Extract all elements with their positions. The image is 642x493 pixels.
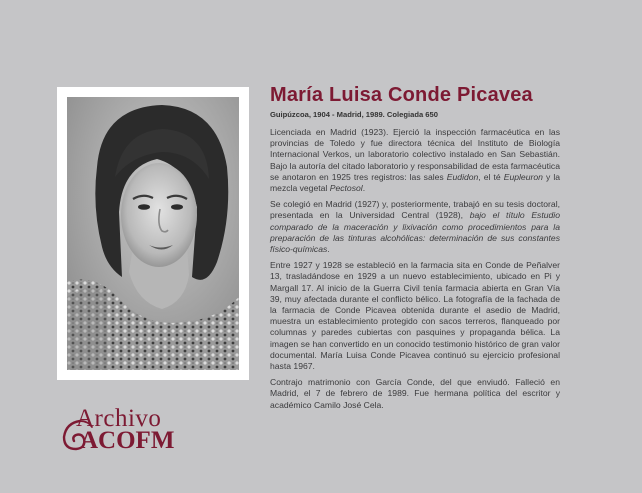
- bio-paragraph-4: Contrajo matrimonio con García Conde, del que enviudó. Falleció en Madrid, el 7 de febrero de 1989. Fue hermana política del escritor y académico Camilo José Cela.: [270, 377, 560, 410]
- biography-panel: [270, 84, 560, 416]
- archivo-acofm-logo: [58, 405, 188, 455]
- logo-acofm-text: ACOFM: [80, 427, 175, 454]
- bio-paragraph-1: Licenciada en Madrid (1923). Ejerció la inspección farmacéutica en las provincias de Toledo y fue directora técnica del Instituto de Biología Internacional Verkos, un laboratorio colectivo instalado en San Sebastián. Bajo la autoría del citado laboratorio y responsabilidad de esta farmacéutica se anotaron en 1925 tres registros: las sales Eudidon, el té Eupleuron y la mezcla vegetal Pectosol.: [270, 127, 561, 194]
- person-subtitle: Guipúzcoa, 1904 - Madrid, 1989. Colegiada 650: [270, 110, 438, 119]
- portrait-frame: [57, 87, 249, 380]
- person-name: María Luisa Conde Picavea: [270, 84, 533, 106]
- bio-paragraph-2: Se colegió en Madrid (1927) y, posteriormente, trabajó en su tesis doctoral, presentada en la Universidad Central (1928), bajo el título Estudio comparado de la maceración y lixivación como procedimientos para la preparación de las tinturas alcohólicas: determinación de sus constantes físico-químicas.: [270, 199, 560, 255]
- bio-paragraph-3: Entre 1927 y 1928 se estableció en la farmacia sita en Conde de Peñalver 13, trasladándose en 1929 a un nuevo establecimiento, ubicado en Pi y Margall 17. Al inicio de la Guerra Civil tenía farmacia abierta en Gran Vía 39, muy afectada durante el conflicto bélico. La fotografía de la fachada de la farmacia de Conde Picavea obtenida durante el asedio de Madrid, muestra un establecimiento protegido con sacos terreros, flanqueado por columnas y paredes cubiertas con pasquines y propaganda bélica. La imagen se han convertido en un conocido testimonio histórico de gran valor documental. María Luisa Conde Picavea continuó su ejercicio profesional hasta 1967.: [270, 260, 560, 372]
- logo-archivo-text: Archivo: [76, 405, 162, 432]
- portrait-photo: [67, 97, 239, 370]
